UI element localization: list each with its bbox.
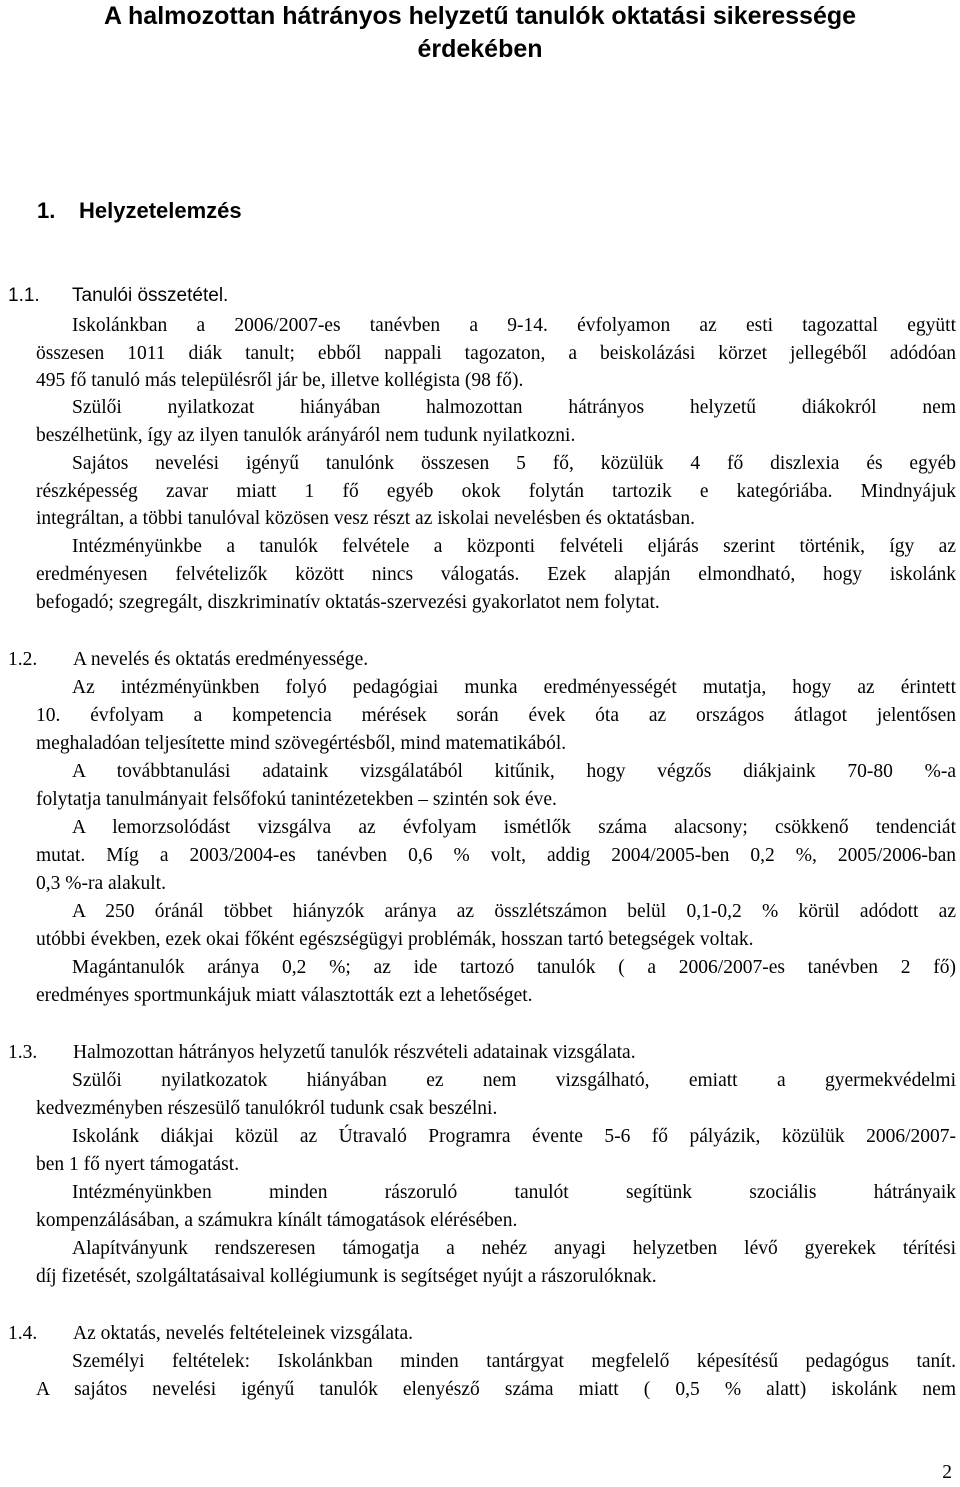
paragraph-line: Alapítványunk rendszeresen támogatja a nehéz anyagi helyzetben lévő gyerekek térítési [72,1238,956,1259]
paragraph-line: díj fizetését, szolgáltatásaival kollégiumunk is segítséget nyújt a rászorulóknak. [36,1266,657,1287]
heading-helyzetelemzes [37,198,242,224]
section-number: 1.2. [8,649,38,670]
paragraph-line: Sajátos nevelési igényű tanulónk összesen 5 fő, közülük 4 fő diszlexia és egyéb [72,453,956,474]
paragraph-line: 0,3 %-ra alakult. [36,873,166,894]
section-number: 1.3. [8,1042,38,1063]
paragraph-line: meghaladóan teljesítette mind szövegértésből, mind matematikából. [36,733,567,754]
paragraph-line: utóbbi években, ezek okai főként egészségügyi problémák, hosszan tartó betegségek voltak. [36,929,754,950]
paragraph-line: beszélhetünk, így az ilyen tanulók arányáról nem tudunk nyilatkozni. [36,425,576,446]
paragraph-line: A 250 óránál többet hiányzók aránya az összlétszámon belül 0,1-0,2 % körül adódott az [72,901,956,922]
paragraph-line: Magántanulók aránya 0,2 %; az ide tartozó tanulók ( a 2006/2007-es tanévben 2 fő) [72,957,956,978]
section-title: Az oktatás, nevelés feltételeinek vizsgálata. [73,1323,414,1344]
paragraph-line: Szülői nyilatkozat hiányában halmozottan hátrányos helyzetű diákokról nem [72,397,956,418]
section-title: Tanulói összetétel. [72,285,229,306]
title-line-2: érdekében [417,35,543,63]
document-title [0,0,960,66]
heading-number: 1. [37,198,56,223]
section-heading-1-3 [8,1039,636,1067]
paragraph-line: befogadó; szegregált, diszkriminatív oktatás-szervezési gyakorlatot nem folytat. [36,592,660,613]
paragraph-line: Iskolánkban a 2006/2007-es tanévben a 9-14. évfolyamon az esti tagozattal együtt [72,315,956,336]
paragraph-line: Szülői nyilatkozatok hiányában ez nem vizsgálható, emiatt a gyermekvédelmi [72,1070,956,1091]
paragraph-line: részképesség zavar miatt 1 fő egyéb okok folytán tartozik e kategóriába. Mindnyájuk [36,481,956,502]
paragraph-line: Személyi feltételek: Iskolánkban minden tantárgyat megfelelő képesítésű pedagógus tanít. [72,1351,956,1372]
title-line-1: A halmozottan hátrányos helyzetű tanulók oktatási sikeressége [103,2,857,30]
section-heading-1-4 [8,1320,413,1348]
paragraph-line: eredményesen felvételizők között nincs válogatás. Ezek alapján elmondható, hogy iskolánk [36,564,956,585]
heading-text: Helyzetelemzés [79,198,242,223]
paragraph-line: Iskolánk diákjai közül az Útravaló Programra évente 5-6 fő pályázik, közülük 2006/2007- [72,1126,956,1147]
paragraph-line: mutat. Míg a 2003/2004-es tanévben 0,6 % volt, addig 2004/2005-ben 0,2 %, 2005/2006-ban [36,845,956,866]
paragraph-line: integráltan, a többi tanulóval közösen vesz részt az iskolai nevelésben és oktatásban. [36,508,695,529]
paragraph-line: A lemorzsolódást vizsgálva az évfolyam ismétlők száma alacsony; csökkenő tendenciát [72,817,956,838]
paragraph-line: eredményes sportmunkájuk miatt választották ezt a lehetőséget. [36,985,533,1006]
paragraph-line: kompenzálásában, a számukra kínált támogatások elérésében. [36,1210,518,1231]
paragraph-line: A sajátos nevelési igényű tanulók elenyésző száma miatt ( 0,5 % alatt) iskolánk nem [36,1379,956,1400]
paragraph-line: A továbbtanulási adataink vizsgálatából kitűnik, hogy végzős diákjaink 70-80 %-a [72,761,956,782]
paragraph-line: ben 1 fő nyert támogatást. [36,1154,240,1175]
section-number: 1.1. [8,285,40,306]
paragraph-line: 10. évfolyam a kompetencia mérések során évek óta az országos átlagot jelentősen [36,705,956,726]
section-title: A nevelés és oktatás eredményessége. [73,649,369,670]
paragraph-line: Az intézményünkben folyó pedagógiai munka eredményességét mutatja, hogy az érintett [72,677,956,698]
paragraph-line: folytatja tanulmányait felsőfokú tanintézetekben – szintén sok éve. [36,789,557,810]
section-number: 1.4. [8,1323,38,1344]
paragraph-line: 495 fő tanuló más településről jár be, illetve kollégista (98 fő). [36,370,524,391]
page-number: 2 [942,1462,952,1483]
section-heading-1-2 [8,646,368,674]
section-heading-1-1 [8,284,228,308]
paragraph-line: Intézményünkben minden rászoruló tanulót segítünk szociális hátrányaik [72,1182,956,1203]
paragraph-line: kedvezményben részesülő tanulókról tudunk csak beszélni. [36,1098,498,1119]
paragraph-line: Intézményünkbe a tanulók felvétele a központi felvételi eljárás szerint történik, így az [72,536,956,557]
paragraph-line: összesen 1011 diák tanult; ebből nappali tagozaton, a beiskolázási körzet jellegéből adódóan [36,343,956,364]
section-title: Halmozottan hátrányos helyzetű tanulók részvételi adatainak vizsgálata. [73,1042,636,1063]
